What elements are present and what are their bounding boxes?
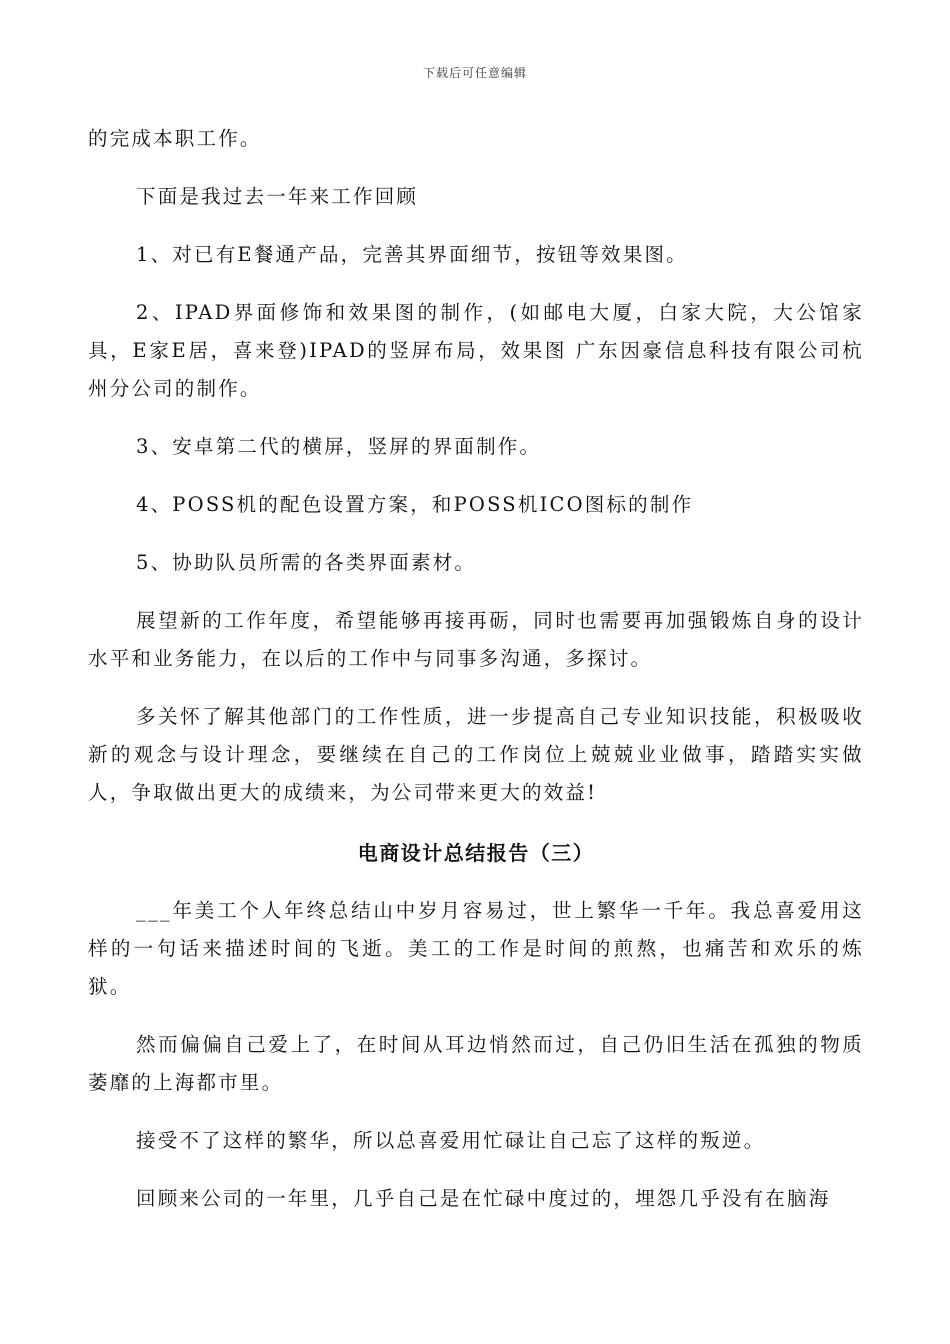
paragraph-goals: 多关怀了解其他部门的工作性质，进一步提高自己专业知识技能，积极吸收新的观念与设计理念，要继续在自己的工作岗位上兢兢业业做事，踏踏实实做人，争取做出更大的成绩来，为公司带来更大的效益!	[88, 705, 864, 804]
section-paragraph-1: ___年美工个人年终总结山中岁月容易过，世上繁华一千年。我总喜爱用这样的一句话来描述时间的飞逝。美工的工作是时间的煎熬，也痛苦和欢乐的炼狱。	[88, 899, 864, 998]
list-item-3: 3、安卓第二代的横屏，竖屏的界面制作。	[136, 435, 542, 458]
list-item-4: 4、POSS机的配色设置方案，和POSS机ICO图标的制作	[136, 493, 694, 516]
document-body	[88, 120, 864, 1218]
header-note: 下载后可任意编辑	[422, 66, 527, 80]
list-item-1: 1、对已有E餐通产品，完善其界面细节，按钮等效果图。	[136, 243, 688, 266]
section-paragraph-2: 然而偏偏自己爱上了，在时间从耳边悄然而过，自己仍旧生活在孤独的物质萎靡的上海都市里。	[88, 1033, 864, 1094]
paragraph-intro: 下面是我过去一年来工作回顾	[136, 185, 419, 208]
paragraph-continuation: 的完成本职工作。	[88, 127, 262, 150]
list-item-2: 2、IPAD界面修饰和效果图的制作，(如邮电大厦，白家大院，大公馆家具，E家E居，喜来登)IPAD的竖屏布局，效果图 广东因豪信息科技有限公司杭州分公司的制作。	[88, 301, 864, 400]
paragraph-outlook: 展望新的工作年度，希望能够再接再砺，同时也需要再加强锻炼自身的设计水平和业务能力，在以后的工作中与同事多沟通，多探讨。	[88, 609, 864, 670]
section-paragraph-4: 回顾来公司的一年里，几乎自己是在忙碌中度过的，埋怨几乎没有在脑海	[136, 1187, 831, 1210]
section-paragraph-3: 接受不了这样的繁华，所以总喜爱用忙碌让自己忘了这样的叛逆。	[136, 1129, 766, 1152]
section-title: 电商设计总结报告（三）	[357, 841, 595, 865]
list-item-5: 5、协助队员所需的各类界面素材。	[136, 551, 477, 574]
